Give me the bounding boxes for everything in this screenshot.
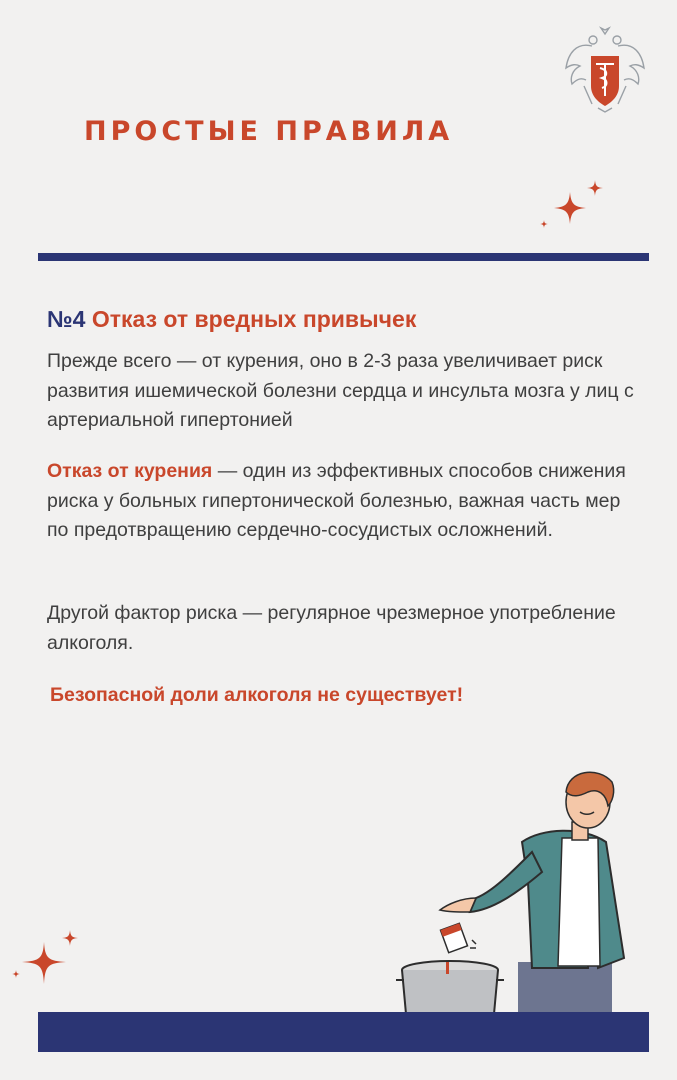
sparkle-icon (536, 178, 608, 240)
paragraph-quit-smoking (47, 457, 647, 546)
page-title: ПРОСТЫЕ ПРАВИЛА (84, 116, 454, 147)
paragraph-smoking-risk: Прежде всего — от курения, оно в 2-3 раза увеличивает риск развития ишемической болезни сердца и инсульта мозга у лиц с артериальной гипертонией (47, 350, 634, 431)
top-divider (38, 253, 649, 261)
rule-number: №4 (47, 306, 86, 332)
paragraph-alcohol: Другой фактор риска — регулярное чрезмерное употребление алкоголя. (47, 602, 616, 654)
rule-title: Отказ от вредных привычек (91, 306, 417, 332)
emblem-icon (562, 24, 648, 114)
quit-smoking-accent: Отказ от курения (47, 460, 213, 482)
bottom-bar (38, 1012, 649, 1052)
man-discarding-cigarettes-illustration (392, 762, 632, 1014)
quit-smoking-text: — один из эффективных способов снижения риска у больных гипертонической болезнью, важная часть мер по предотвращению сердечно-сосудистых осложнений. (47, 460, 626, 541)
sparkle-icon (8, 928, 84, 998)
section-heading (47, 306, 416, 333)
alcohol-warning: Безопасной доли алкоголя не существует! (50, 684, 464, 706)
